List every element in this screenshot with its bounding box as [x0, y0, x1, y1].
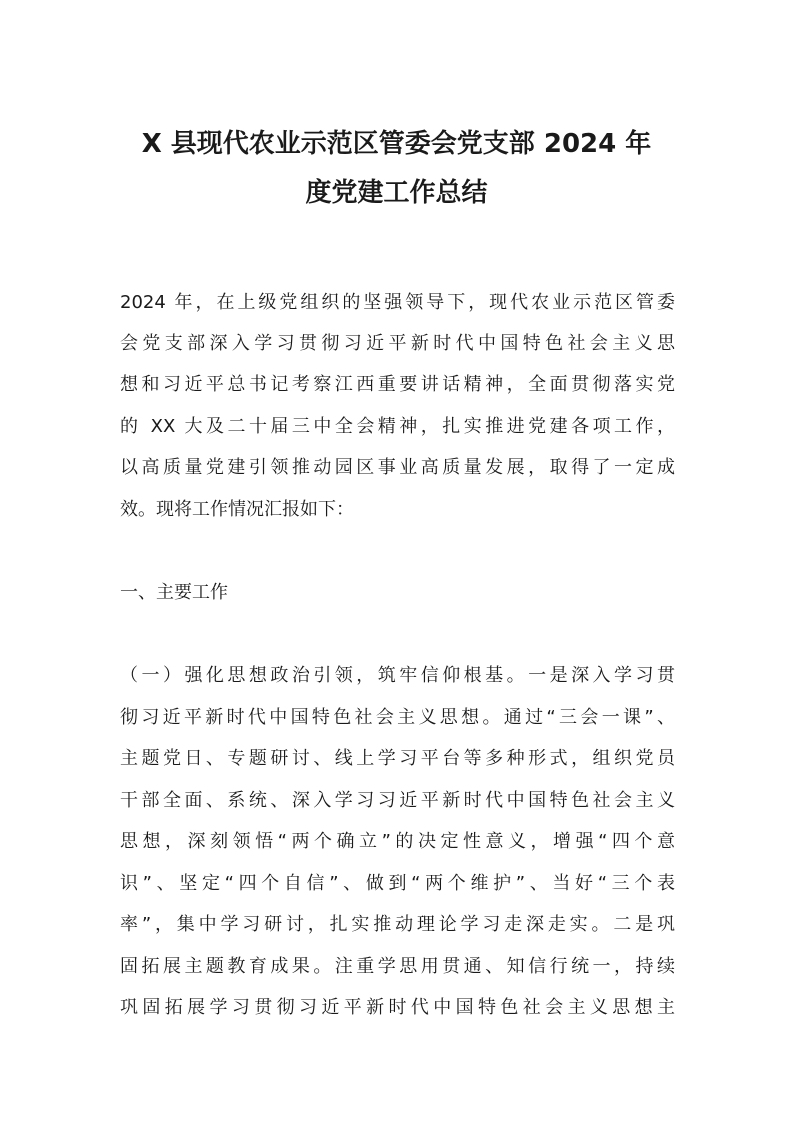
paragraph-line: 的 XX 大及二十届三中全会精神，扎实推进党建各项工作，: [120, 416, 675, 437]
paragraph-line: 干部全面、系统、深入学习习近平新时代中国特色社会主义: [120, 790, 675, 811]
paragraph-line: 思想，深刻领悟“两个确立”的决定性意义，增强“四个意: [120, 831, 675, 852]
paragraph-line: （一）强化思想政治引领，筑牢信仰根基。一是深入学习贯: [120, 665, 675, 686]
paragraph-line: 以高质量党建引领推动园区事业高质量发展，取得了一定成: [120, 457, 675, 478]
document-title-line-1: X 县现代农业示范区管委会党支部 2024 年: [141, 129, 652, 159]
paragraph-line: 率”，集中学习研讨，扎实推动理论学习走深走实。二是巩: [120, 914, 675, 935]
document-title-line-2: 度党建工作总结: [305, 178, 488, 208]
paragraph-line: 会党支部深入学习贯彻习近平新时代中国特色社会主义思: [120, 333, 675, 354]
paragraph-line: 固拓展主题教育成果。注重学思用贯通、知信行统一，持续: [120, 956, 675, 977]
paragraph-line: 效。现将工作情况汇报如下：: [120, 499, 354, 520]
paragraph-line: 彻习近平新时代中国特色社会主义思想。通过“三会一课”、: [120, 707, 675, 728]
paragraph-line: 2024 年，在上级党组织的坚强领导下，现代农业示范区管委: [120, 292, 675, 313]
paragraph-line: 想和习近平总书记考察江西重要讲话精神，全面贯彻落实党: [120, 374, 675, 395]
paragraph-line: 主题党日、专题研讨、线上学习平台等多种形式，组织党员: [120, 748, 675, 769]
paragraph-line: 巩固拓展学习贯彻习近平新时代中国特色社会主义思想主: [120, 997, 675, 1018]
paragraph-line: 识”、坚定“四个自信”、做到“两个维护”、当好“三个表: [120, 873, 675, 894]
section-heading: 一、主要工作: [120, 582, 228, 603]
